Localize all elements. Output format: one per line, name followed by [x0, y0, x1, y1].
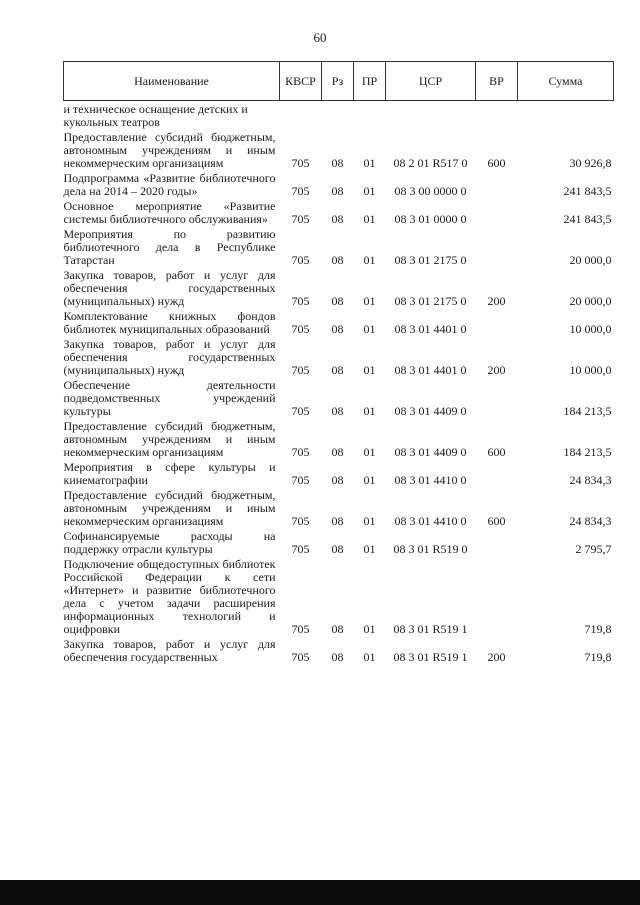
cell-name: Мероприятия по развитию библиотечного дела в Республике Татарстан — [63, 227, 276, 267]
cell-pr: 01 — [363, 622, 376, 636]
cell-kvsr: 705 — [291, 322, 310, 336]
cell-csr — [386, 101, 476, 130]
cell-rz: 08 — [331, 156, 344, 170]
cell-vr — [476, 528, 518, 556]
cell-csr: 08 3 01 4409 0 — [394, 445, 467, 459]
cell-vr — [476, 459, 518, 487]
cell-rz: 08 — [331, 542, 344, 556]
cell-kvsr — [280, 101, 322, 130]
cell-sum: 24 834,3 — [569, 514, 612, 528]
cell-rz: 08 — [331, 212, 344, 226]
cell-pr: 01 — [363, 445, 376, 459]
cell-name: Софинансируемые расходы на поддержку отрасли культуры — [63, 529, 276, 556]
cell-vr: 600 — [487, 514, 506, 528]
cell-name: и техническое оснащение детских и кукольных театров — [63, 102, 248, 129]
cell-vr — [476, 170, 518, 198]
cell-rz — [322, 101, 354, 130]
cell-pr: 01 — [363, 212, 376, 226]
cell-rz: 08 — [331, 622, 344, 636]
header-sum: Сумма — [518, 62, 614, 101]
cell-kvsr: 705 — [291, 622, 310, 636]
cell-kvsr: 705 — [291, 404, 310, 418]
cell-csr: 08 3 01 4410 0 — [394, 514, 467, 528]
cell-kvsr: 705 — [291, 542, 310, 556]
cell-pr: 01 — [363, 363, 376, 377]
cell-csr: 08 3 01 4401 0 — [394, 363, 467, 377]
cell-pr: 01 — [363, 404, 376, 418]
cell-vr — [476, 377, 518, 418]
cell-kvsr: 705 — [291, 294, 310, 308]
cell-sum: 20 000,0 — [569, 294, 612, 308]
cell-pr: 01 — [363, 514, 376, 528]
cell-kvsr: 705 — [291, 650, 310, 664]
cell-vr — [476, 308, 518, 336]
scan-bottom-border — [0, 880, 640, 905]
cell-kvsr: 705 — [291, 184, 310, 198]
page-number: 60 — [313, 30, 327, 45]
table-row — [64, 336, 614, 377]
cell-rz: 08 — [331, 322, 344, 336]
table-row — [64, 170, 614, 198]
cell-sum: 184 213,5 — [563, 445, 612, 459]
cell-pr: 01 — [363, 650, 376, 664]
cell-name: Предоставление субсидий бюджетным, автономным учреждениям и иным некоммерческим организациям — [63, 488, 276, 528]
table-row — [64, 198, 614, 226]
cell-rz: 08 — [331, 404, 344, 418]
cell-name: Предоставление субсидий бюджетным, автономным учреждениям и иным некоммерческим организациям — [63, 130, 276, 170]
cell-name: Комплектование книжных фондов библиотек муниципальных образований — [63, 309, 276, 336]
cell-csr: 08 2 01 R517 0 — [393, 156, 468, 170]
table-row — [64, 636, 614, 664]
cell-csr: 08 3 01 2175 0 — [394, 294, 467, 308]
table-row — [64, 556, 614, 636]
cell-sum: 241 843,5 — [563, 184, 612, 198]
table-row — [64, 129, 614, 170]
cell-vr: 600 — [487, 445, 506, 459]
cell-vr: 200 — [487, 294, 506, 308]
table-row — [64, 308, 614, 336]
cell-sum: 10 000,0 — [569, 322, 612, 336]
cell-sum: 20 000,0 — [569, 253, 612, 267]
cell-name: Предоставление субсидий бюджетным, автономным учреждениям и иным некоммерческим организациям — [63, 419, 276, 459]
cell-rz: 08 — [331, 514, 344, 528]
cell-name: Подключение общедоступных библиотек Российской Федерации к сети «Интернет» и развитие библиотечного дела с учетом задачи расширения информационных технологий и оцифровки — [63, 557, 276, 636]
cell-kvsr: 705 — [291, 473, 310, 487]
cell-pr: 01 — [363, 156, 376, 170]
cell-kvsr: 705 — [291, 445, 310, 459]
header-rz: Рз — [322, 62, 354, 101]
budget-table — [63, 61, 614, 664]
cell-pr: 01 — [363, 473, 376, 487]
cell-pr: 01 — [363, 294, 376, 308]
cell-name: Закупка товаров, работ и услуг для обеспечения государственных (муниципальных) нужд — [63, 337, 276, 377]
cell-rz: 08 — [331, 253, 344, 267]
cell-kvsr: 705 — [291, 514, 310, 528]
cell-csr: 08 3 01 4410 0 — [394, 473, 467, 487]
cell-name: Мероприятия в сфере культуры и кинематографии — [63, 460, 276, 487]
cell-name: Основное мероприятие «Развитие системы библиотечного обслуживания» — [63, 199, 276, 226]
cell-csr: 08 3 00 0000 0 — [394, 184, 467, 198]
cell-vr: 200 — [487, 650, 506, 664]
cell-pr: 01 — [363, 322, 376, 336]
cell-rz: 08 — [331, 445, 344, 459]
cell-vr: 600 — [487, 156, 506, 170]
table-row — [64, 528, 614, 556]
cell-pr: 01 — [363, 184, 376, 198]
cell-rz: 08 — [331, 473, 344, 487]
header-name: Наименование — [64, 62, 280, 101]
cell-csr: 08 3 01 0000 0 — [394, 212, 467, 226]
cell-rz: 08 — [331, 363, 344, 377]
cell-sum: 24 834,3 — [569, 473, 612, 487]
cell-rz: 08 — [331, 650, 344, 664]
cell-pr — [354, 101, 386, 130]
cell-pr: 01 — [363, 542, 376, 556]
cell-csr: 08 3 01 R519 0 — [393, 542, 468, 556]
cell-sum: 2 795,7 — [575, 542, 612, 556]
header-csr: ЦСР — [386, 62, 476, 101]
cell-kvsr: 705 — [291, 363, 310, 377]
header-pr: ПР — [354, 62, 386, 101]
table-row — [64, 487, 614, 528]
cell-sum: 241 843,5 — [563, 212, 612, 226]
cell-pr: 01 — [363, 253, 376, 267]
cell-sum: 184 213,5 — [563, 404, 612, 418]
cell-csr: 08 3 01 R519 1 — [393, 650, 468, 664]
header-kvsr: КВСР — [280, 62, 322, 101]
cell-name: Закупка товаров, работ и услуг для обеспечения государственных — [63, 637, 276, 664]
table-body — [64, 101, 614, 665]
header-vr: ВР — [476, 62, 518, 101]
cell-sum — [518, 101, 614, 130]
table-row — [64, 267, 614, 308]
table-row — [64, 377, 614, 418]
cell-sum: 30 926,8 — [569, 156, 612, 170]
cell-csr: 08 3 01 4401 0 — [394, 322, 467, 336]
cell-sum: 719,8 — [584, 650, 612, 664]
cell-rz: 08 — [331, 294, 344, 308]
cell-sum: 719,8 — [584, 622, 612, 636]
cell-name: Закупка товаров, работ и услуг для обеспечения государственных (муниципальных) нужд — [63, 268, 276, 308]
cell-csr: 08 3 01 2175 0 — [394, 253, 467, 267]
cell-name: Обеспечение деятельности подведомственных учреждений культуры — [63, 378, 276, 418]
cell-name: Подпрограмма «Развитие библиотечного дела на 2014 – 2020 годы» — [63, 171, 276, 198]
table-row — [64, 418, 614, 459]
cell-vr — [476, 101, 518, 130]
cell-vr — [476, 198, 518, 226]
cell-csr: 08 3 01 R519 1 — [393, 622, 468, 636]
table-header-row — [64, 62, 614, 101]
cell-vr — [476, 226, 518, 267]
cell-vr — [476, 556, 518, 636]
cell-kvsr: 705 — [291, 212, 310, 226]
table-row — [64, 101, 614, 130]
table-row — [64, 459, 614, 487]
table-row — [64, 226, 614, 267]
cell-sum: 10 000,0 — [569, 363, 612, 377]
cell-csr: 08 3 01 4409 0 — [394, 404, 467, 418]
cell-vr: 200 — [487, 363, 506, 377]
cell-kvsr: 705 — [291, 253, 310, 267]
cell-rz: 08 — [331, 184, 344, 198]
cell-kvsr: 705 — [291, 156, 310, 170]
